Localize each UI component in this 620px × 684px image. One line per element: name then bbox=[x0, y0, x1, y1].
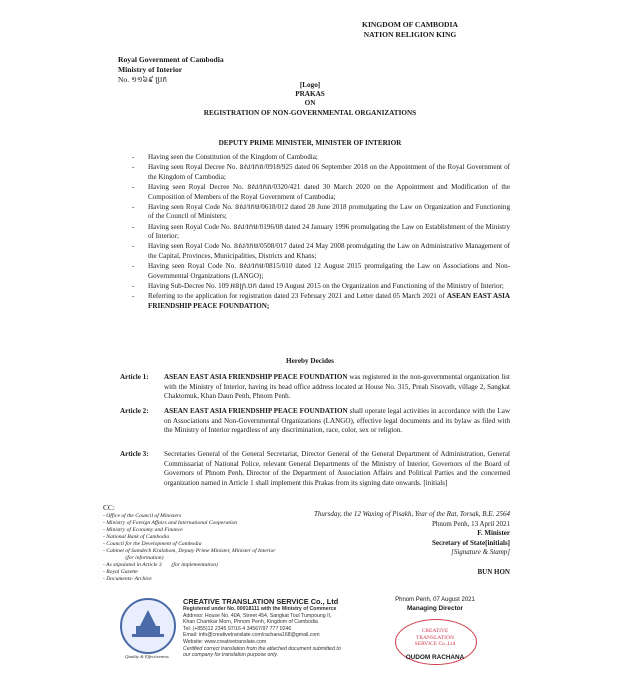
signing-date: Phnom Penh, 13 April 2021 bbox=[432, 519, 510, 528]
translator-address: Khan Chamkar Morn, Phnom Penh, Kingdom of Cambodia bbox=[183, 619, 318, 626]
certification-note: Certified correct translation from the attached document submitted to bbox=[183, 645, 341, 652]
logo-caption: Quality & Effectiveness bbox=[125, 654, 169, 659]
signer-role: Secretary of State[initials] bbox=[431, 538, 510, 547]
recitals-list bbox=[120, 153, 510, 312]
document-number: No. ១១៦៩ ប្រក bbox=[118, 75, 168, 84]
article-label: Article 2: bbox=[120, 407, 149, 415]
article-org-name: ASEAN EAST ASIA FRIENDSHIP PEACE FOUNDATION bbox=[164, 407, 348, 415]
subject-title: REGISTRATION OF NON-GOVERNMENTAL ORGANIZATIONS bbox=[203, 109, 417, 117]
translator-phone: Tel: (+855)12 2345 97/16 4 34567/97 777 0246 bbox=[183, 625, 292, 632]
translator-address: Address: House No. 40A, Street 454, Sangkat Toul Tumpoung II, bbox=[183, 612, 332, 619]
cc-item: - Royal Gazette bbox=[103, 569, 138, 575]
recital-item: - Having seen Royal Code No. នស/រកម/0815/010 dated 12 August 2015 promulgating the Law on Associations and Non-Governmental Organizations (LANGO); bbox=[132, 262, 510, 280]
translator-company: CREATIVE TRANSLATION SERVICE Co., Ltd bbox=[183, 597, 339, 606]
recital-item: - Referring to the application for registration dated 23 February 2021 and Letter dated 05 March 2021 of ASEAN EAST ASIA FRIENDSHIP PEACE FOUNDATION; bbox=[132, 292, 511, 310]
signature-stamp-note: [Signature & Stamp] bbox=[451, 548, 510, 556]
cc-item: - Council for the Development of Cambodia bbox=[103, 541, 202, 547]
cc-label: CC: bbox=[103, 503, 115, 512]
ministry-name: Ministry of Interior bbox=[118, 64, 183, 74]
recital-item: - Having seen the Constitution of the Kingdom of Cambodia; bbox=[132, 153, 318, 161]
recital-item: - Having seen Royal Code No. នស/រកម/0196/08 dated 24 January 1996 promulgating the Law on Establishment of the Ministry of Interior; bbox=[132, 222, 510, 241]
cc-item: (for information) bbox=[103, 555, 164, 561]
translation-date: Phnom Penh, 07 August 2021 bbox=[395, 597, 475, 603]
article-label: Article 1: bbox=[120, 373, 149, 381]
on-label: ON bbox=[304, 99, 316, 107]
kingdom-header bbox=[330, 20, 490, 39]
certification-note: our company for translation purpose only. bbox=[183, 652, 279, 659]
article-text: Secretaries General of the General Secretariat, Director General of the General Department of Administration, General Commissariat of National Police, relevant General Departments of the Ministry of Interior, Governors of the Board of Governors of Phnom Penh, Director of the Department of Association Affairs and Political Parties and the concerned organization named in Article 1 shall implement this Prakas from its signing date onwards. [initials] bbox=[164, 450, 510, 487]
cc-item: - National Bank of Cambodia bbox=[103, 534, 170, 540]
article-3 bbox=[120, 450, 510, 488]
logo-placeholder: [Logo] bbox=[299, 81, 321, 89]
prakas-title: PRAKAS bbox=[295, 90, 325, 98]
article-label: Article 3: bbox=[120, 450, 149, 458]
recital-item: - Having seen Royal Decree No. នស/រកត/0918/925 dated 06 September 2018 on the Appointment of the Royal Government of the Kingdom of Cambodia; bbox=[132, 163, 510, 181]
article-text: shall operate legal activities in accordance with the Law on Associations and Non-Governmental Organizations (LANGO), effective legal documents and its bylaw as filed with the Ministry of Interior regardless of any discrimination, race, color, sex or religion. bbox=[164, 407, 510, 435]
lunar-date: Thursday, the 12 Waxing of Pisakh, Year of the Rat, Torsak, B.E. 2564 bbox=[313, 510, 510, 518]
signer-title: F. Minister bbox=[477, 529, 510, 537]
article-org-name: ASEAN EAST ASIA FRIENDSHIP PEACE FOUNDATION bbox=[164, 373, 348, 381]
government-name: Royal Government of Cambodia bbox=[118, 55, 224, 64]
hereby-decides: Hereby Decides bbox=[286, 357, 334, 365]
kingdom-title: KINGDOM OF CAMBODIA bbox=[362, 20, 458, 29]
translator-logo bbox=[120, 598, 176, 654]
recital-item: - Having Sub-Decree No. 109 អនក្រ.បក dated 19 August 2015 on the Organization and Functioning of the Ministry of Interior; bbox=[132, 281, 504, 290]
cc-item: - As stipulated in Article 3 (for implementation) bbox=[103, 562, 218, 568]
article-2 bbox=[120, 407, 510, 436]
recital-item: - Having seen Royal Decree No. នស/រកត/0320/421 dated 30 March 2020 on the Appointment and Modification of the Composition of Members of the Royal Government of Cambodia; bbox=[132, 182, 510, 201]
managing-director-title: Managing Director bbox=[406, 605, 464, 612]
cc-item: - Office of the Council of Ministers bbox=[103, 513, 182, 519]
article-text: was registered in the non-governmental organization list with the Ministry of Interior, having its head office address located at House No. 315, Preah Sisovath, village 2, Sangkat Chaktomuk, Khan Daun Penh, Phnom Penh. bbox=[164, 373, 510, 401]
nation-motto: NATION RELIGION KING bbox=[363, 29, 457, 39]
recital-item: - Having seen Royal Code No. នស/រកម/0618/012 dated 28 June 2018 promulgating the Law on Organization and Functioning of the Council of Ministers; bbox=[132, 202, 510, 221]
temple-logo-icon bbox=[122, 600, 174, 652]
authority-title: DEPUTY PRIME MINISTER, MINISTER OF INTERIOR bbox=[218, 139, 402, 147]
article-1 bbox=[120, 373, 510, 402]
translator-details bbox=[183, 606, 373, 659]
cc-item: - Ministry of Economy and Finance bbox=[103, 527, 183, 533]
signer-name: BUN HON bbox=[477, 567, 510, 576]
recital-item: - Having seen Royal Code No. នស/រកម/0508/017 dated 24 May 2008 promulgating the Law on Administrative Management of the Capital, Provinces, Municipalities, Districts and Khans; bbox=[132, 242, 510, 260]
translator-signer: OUDOM RACHANA bbox=[405, 654, 465, 661]
translator-website: Website: www.creativetranslate.com bbox=[183, 638, 267, 645]
translator-registration: Registered under No. 00018111 with the Ministry of Commerce bbox=[183, 606, 337, 612]
cc-item: - Ministry of Foreign Affairs and International Cooperation bbox=[103, 520, 238, 526]
cc-item: - Documents- Archive bbox=[103, 576, 152, 582]
issuer-block bbox=[118, 55, 224, 74]
stamp-text: CREATIVE TRANSLATION SERVICE Co.,Ltd bbox=[414, 628, 456, 647]
foundation-name: ASEAN EAST ASIA FRIENDSHIP PEACE FOUNDATION; bbox=[148, 292, 511, 310]
cc-item: - Cabinet of Samdech Kralahom, Deputy Prime Minister, Minister of Interior bbox=[103, 548, 276, 554]
translator-email: Email: info@creativetranslate.com/rachana168@gmail.com bbox=[183, 632, 320, 639]
signature-block bbox=[260, 510, 510, 577]
